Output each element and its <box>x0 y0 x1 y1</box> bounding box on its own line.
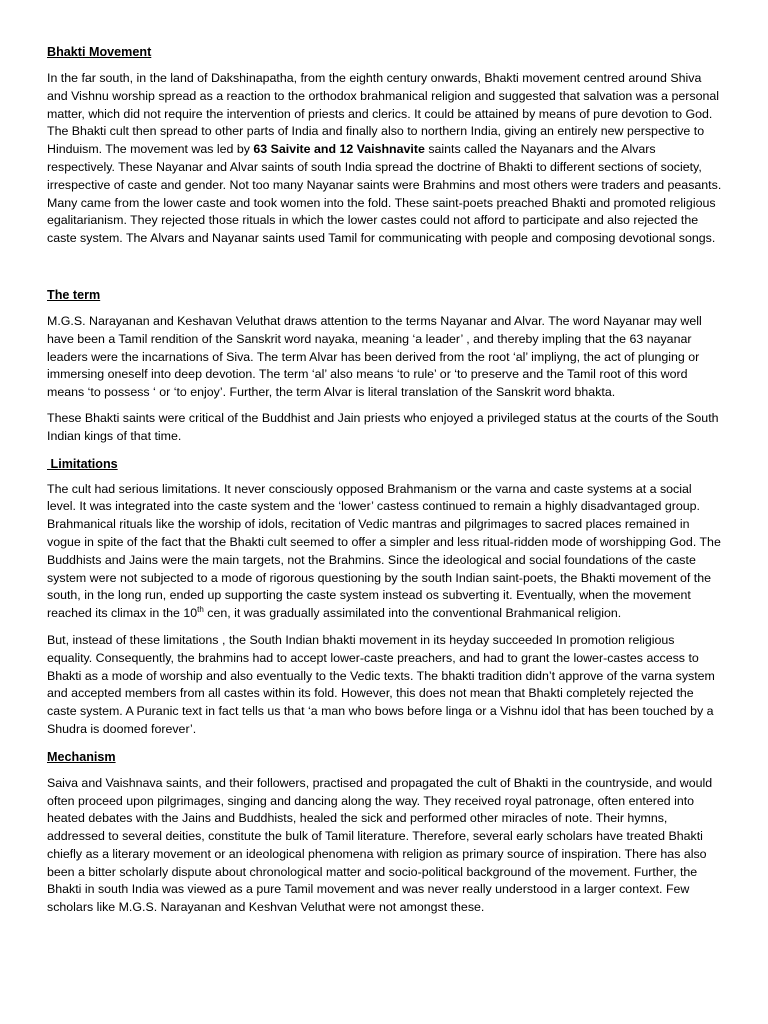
paragraph-mechanism: Saiva and Vaishnava saints, and their followers, practised and propagated the cult of Bhakti in the countryside, and would often proceed upon pilgrimages, singing and dancing along the way. They received royal patronage, often entered into heated debates with the Jains and Buddhists, healed the sick and performed other miracles of note. Their hymns, addressed to several deities, constitute the bulk of Tamil literature. Therefore, several early scholars have treated Bhakti chiefly as a literary movement or an ideological phenomena with religion as primary source of inspiration. There has also been a bitter scholarly dispute about chronological matter and socio-political background of the movement. Further, the Bhakti in south India was viewed as a pure Tamil movement and was never really understood in a larger context. Few scholars like M.G.S. Narayanan and Keshvan Veluthat were not amongst these. <box>47 775 713 915</box>
heading-bhakti-movement: Bhakti Movement <box>47 45 152 59</box>
bhakti-intro-bold: 63 Saivite and 12 Vaishnavite <box>253 142 425 157</box>
paragraph-limitations-1 <box>47 481 723 623</box>
heading-the-term: The term <box>47 287 101 302</box>
paragraph-term-2: These Bhakti saints were critical of the Buddhist and Jain priests who enjoyed a privileged status at the courts of the South Indian kings of that time. <box>47 410 719 443</box>
bhakti-intro-text-b: saints called the Nayanars and the Alvars respectively. These Nayanar and Alvar saints of south India spread the doctrine of Bhakti to different sections of society, irrespective of caste and gender. Not too many Nayanar saints were Brahmins and most others were traders and peasants. Many came from the lower caste and took women into the fold. These saint-poets preached Bhakti and promoted religious egalitarianism. They rejected those rituals in which the lower castes could not afford to participate and also rejected the caste system. The Alvars and Nayanar saints used Tamil for communicating with people and composing devotional songs. <box>47 142 722 246</box>
limitations-text-b: cen, it was gradually assimilated into the conventional Brahmanical religion. <box>203 606 622 621</box>
paragraph-bhakti-intro <box>47 70 723 248</box>
bhakti-intro-text-a: In the far south, in the land of Dakshinapatha, from the eighth century onwards, Bhakti movement centred around Shiva and Vishnu worship spread as a reaction to the orthodox brahmanical religion and suggested that salvation was a personal matter, which did not require the intervention of priests and clerics. It could be attained by means of pure devotion to God. The Bhakti cult then spread to other parts of India and finally also to northern India, giving an entirely new perspective to Hinduism. The movement was led by <box>47 71 720 157</box>
paragraph-term-1: M.G.S. Narayanan and Keshavan Veluthat draws attention to the terms Nayanar and Alvar. The word Nayanar may well have been a Tamil rendition of the Sanskrit word nayaka, meaning ‘a leader’ , and thereby impling that the 63 nayanar leaders were the incarnations of Siva. The term Alvar has been derived from the root ‘al’ impliyng, the act of plunging or immersing oneself into deep devotion. The term ‘al’ also means ‘to rule’ or ‘to preserve and the Tamil root of this word means ‘to possess ‘ or ‘to enjoy’. Further, the term Alvar is literal translation of the Sanskrit word bhakta. <box>47 313 702 400</box>
limitations-text-a: The cult had serious limitations. It never consciously opposed Brahmanism or the varna and caste systems at a social level. It was integrated into the caste system and the ‘lower’ castess continued to remain a highly disadvantaged group. Brahmanical rituals like the worship of idols, recitation of Vedic mantras and pilgrimages to sacred places remained in vogue in spite of the fact that the Bhakti cult seemed to offer a simpler and less ritual-ridden mode of worshipping God. The Buddhists and Jains were the main targets, not the Brahmins. Since the ideological and social foundations of the caste system were not subjected to a mode of rigorous questioning by the south Indian saint-poets, the Bhakti movement of the south, in the long run, ended up supporting the caste system instead os subverting it. Eventually, when the movement reached its climax in the 10 <box>47 481 721 621</box>
heading-limitations: Limitations <box>47 456 118 471</box>
document-page <box>47 43 723 917</box>
paragraph-limitations-2: But, instead of these limitations , the South Indian bhakti movement in its heyday succeeded In promotion religious equality. Consequently, the brahmins had to accept lower-caste preachers, and had to grant the lower-castes access to Bhakti as a mode of worship and also eventually to the Vedic texts. The bhakti tradition didn’t approve of the varna system and accepted members from all castes within its fold. However, this does not mean that Bhakti completely rejected the caste system. A Puranic text in fact tells us that ‘a man who bows before linga or a Vishnu idol that has been touched by a Shudra is doomed forever’. <box>47 632 715 736</box>
heading-mechanism: Mechanism <box>47 749 116 764</box>
limitations-superscript: th <box>197 605 204 614</box>
